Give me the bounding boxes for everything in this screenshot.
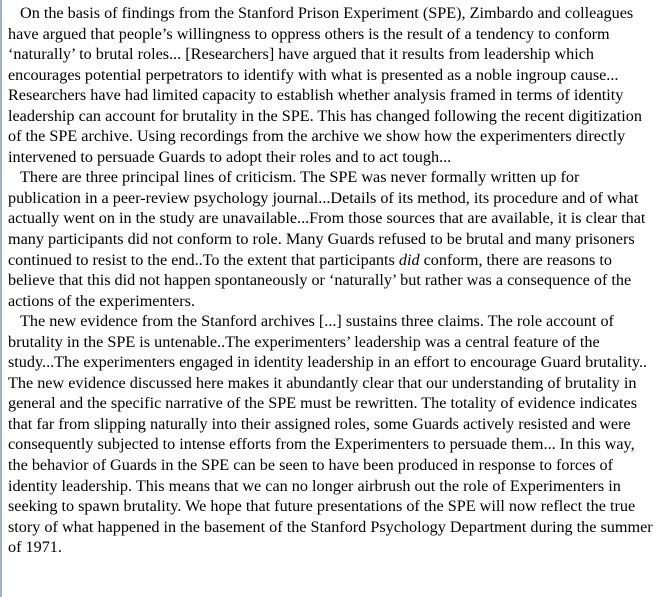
document-body [8,3,654,558]
paragraph-2 [8,167,654,311]
paragraph-2-emphasis: did [398,250,420,269]
paragraph-2-text-end: conform, there are reasons to believe that this did not happen spontaneously or ‘naturally’ but rather was a consequence of the actions of the experimenters. [8,250,632,310]
paragraph-3-text: The new evidence from the Stanford archives [...] sustains three claims. The role account of brutality in the SPE is untenable..The experimenters’ leadership was a central feature of the study...The experimenters engaged in identity leadership in an effort to encourage Guard brutality.. The new evidence discussed here makes it abundantly clear that our understanding of brutality in general and the specific narrative of the SPE must be rewritten. The totality of evidence indicates that far from slipping naturally into their assigned roles, some Guards actively resisted and were consequently subjected to intense efforts from the Experimenters to persuade them... In this way, the behavior of Guards in the SPE can be seen to have been produced in response to forces of identity leadership. This means that we can no longer airbrush out the role of Experimenters in seeking to spawn brutality. We hope that future presentations of the SPE will now reflect the true story of what happened in the basement of the Stanford Psychology Department during the summer of 1971. [8,312,653,557]
paragraph-1-text: On the basis of findings from the Stanford Prison Experiment (SPE), Zimbardo and colleagues have argued that people’s willingness to oppress others is the result of a tendency to conform ‘naturally’ to brutal roles... [Researchers] have argued that it results from leadership which encourages potential perpetrators to identify with what is presented as a noble ingroup cause... Researchers have had limited capacity to establish whether analysis framed in terms of identity leadership can account for brutality in the SPE. This has changed following the recent digitization of the SPE archive. Using recordings from the archive we show how the experimenters directly intervened to persuade Guards to adopt their roles and to act tough... [8,4,642,166]
paragraph-2-text-start: There are three principal lines of criticism. The SPE was never formally written up for publication in a peer-review psychology journal...Details of its method, its procedure and of what actually went on in the study are unavailable...From those sources that are available, it is clear that many participants did not conform to role. Many Guards refused to be brutal and many prisoners continued to resist to the end..To the extent that participants [8,168,646,269]
paragraph-3 [8,311,654,558]
paragraph-1 [8,3,654,167]
